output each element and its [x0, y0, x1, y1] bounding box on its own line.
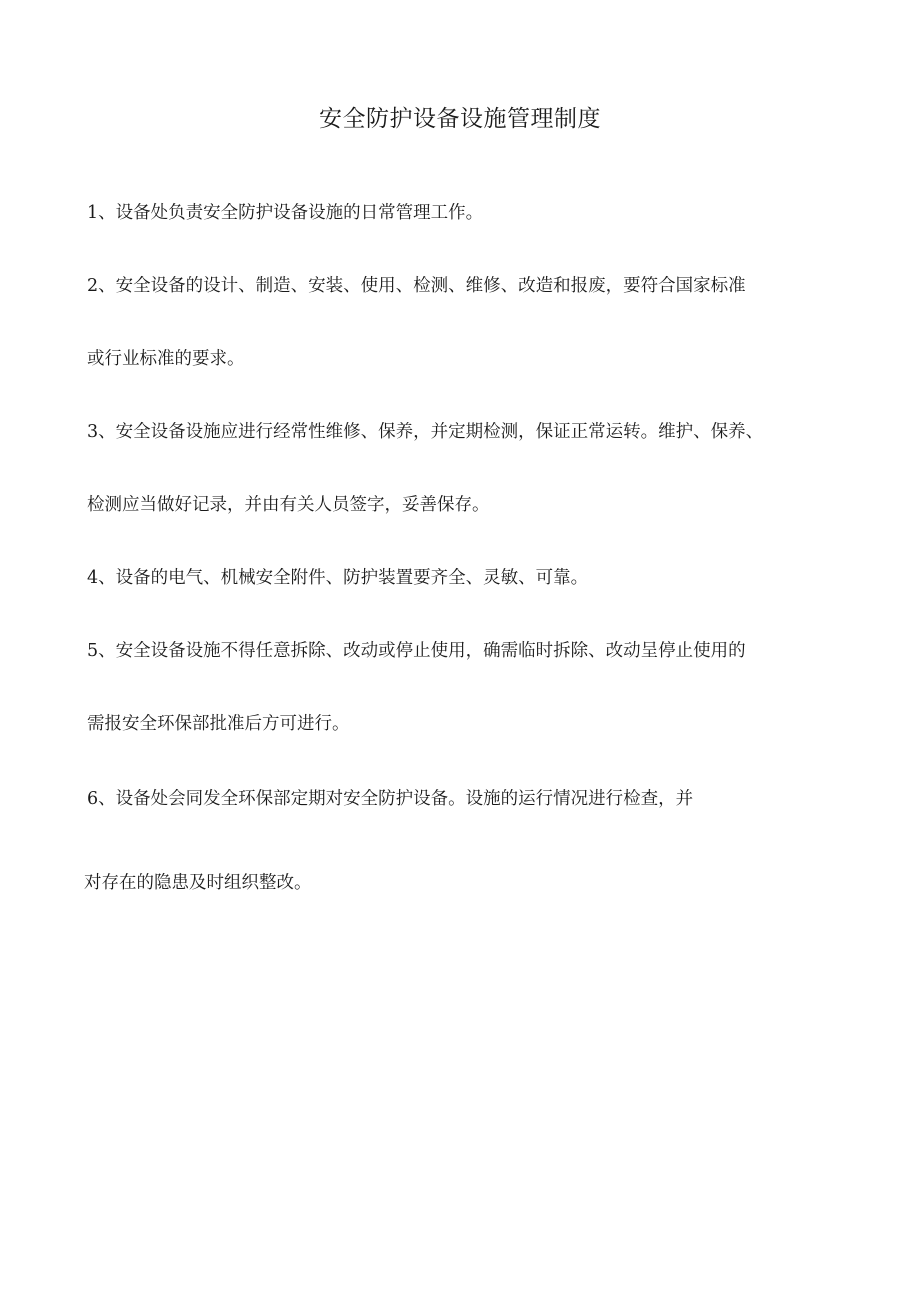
- rule-3-line-2: 检测应当做好记录，并由有关人员签字，妥善保存。: [87, 495, 490, 515]
- rule-4-line-1: 4、设备的电气、机械安全附件、防护装置要齐全、灵敏、可靠。: [87, 568, 589, 588]
- rule-5-line-2: 需报安全环保部批准后方可进行。: [87, 714, 350, 734]
- rule-3-line-1: 3、安全设备设施应进行经常性维修、保养，并定期检测，保证正常运转。维护、保养、: [87, 422, 764, 442]
- rule-6-line-2: 对存在的隐患及时组织整改。: [84, 873, 312, 893]
- rule-5-line-1: 5、安全设备设施不得任意拆除、改动或停止使用，确需临时拆除、改动呈停止使用的: [87, 641, 746, 661]
- rule-6-line-1: 6、设备处会同发全环保部定期对安全防护设备。设施的运行情况进行检查，并: [87, 789, 694, 809]
- rule-1-line-1: 1、设备处负责安全防护设备设施的日常管理工作。: [87, 203, 484, 223]
- document-title: 安全防护设备设施管理制度: [319, 106, 601, 132]
- rule-2-line-1: 2、安全设备的设计、制造、安装、使用、检测、维修、改造和报废，要符合国家标准: [87, 276, 746, 296]
- rule-2-line-2: 或行业标准的要求。: [87, 349, 245, 369]
